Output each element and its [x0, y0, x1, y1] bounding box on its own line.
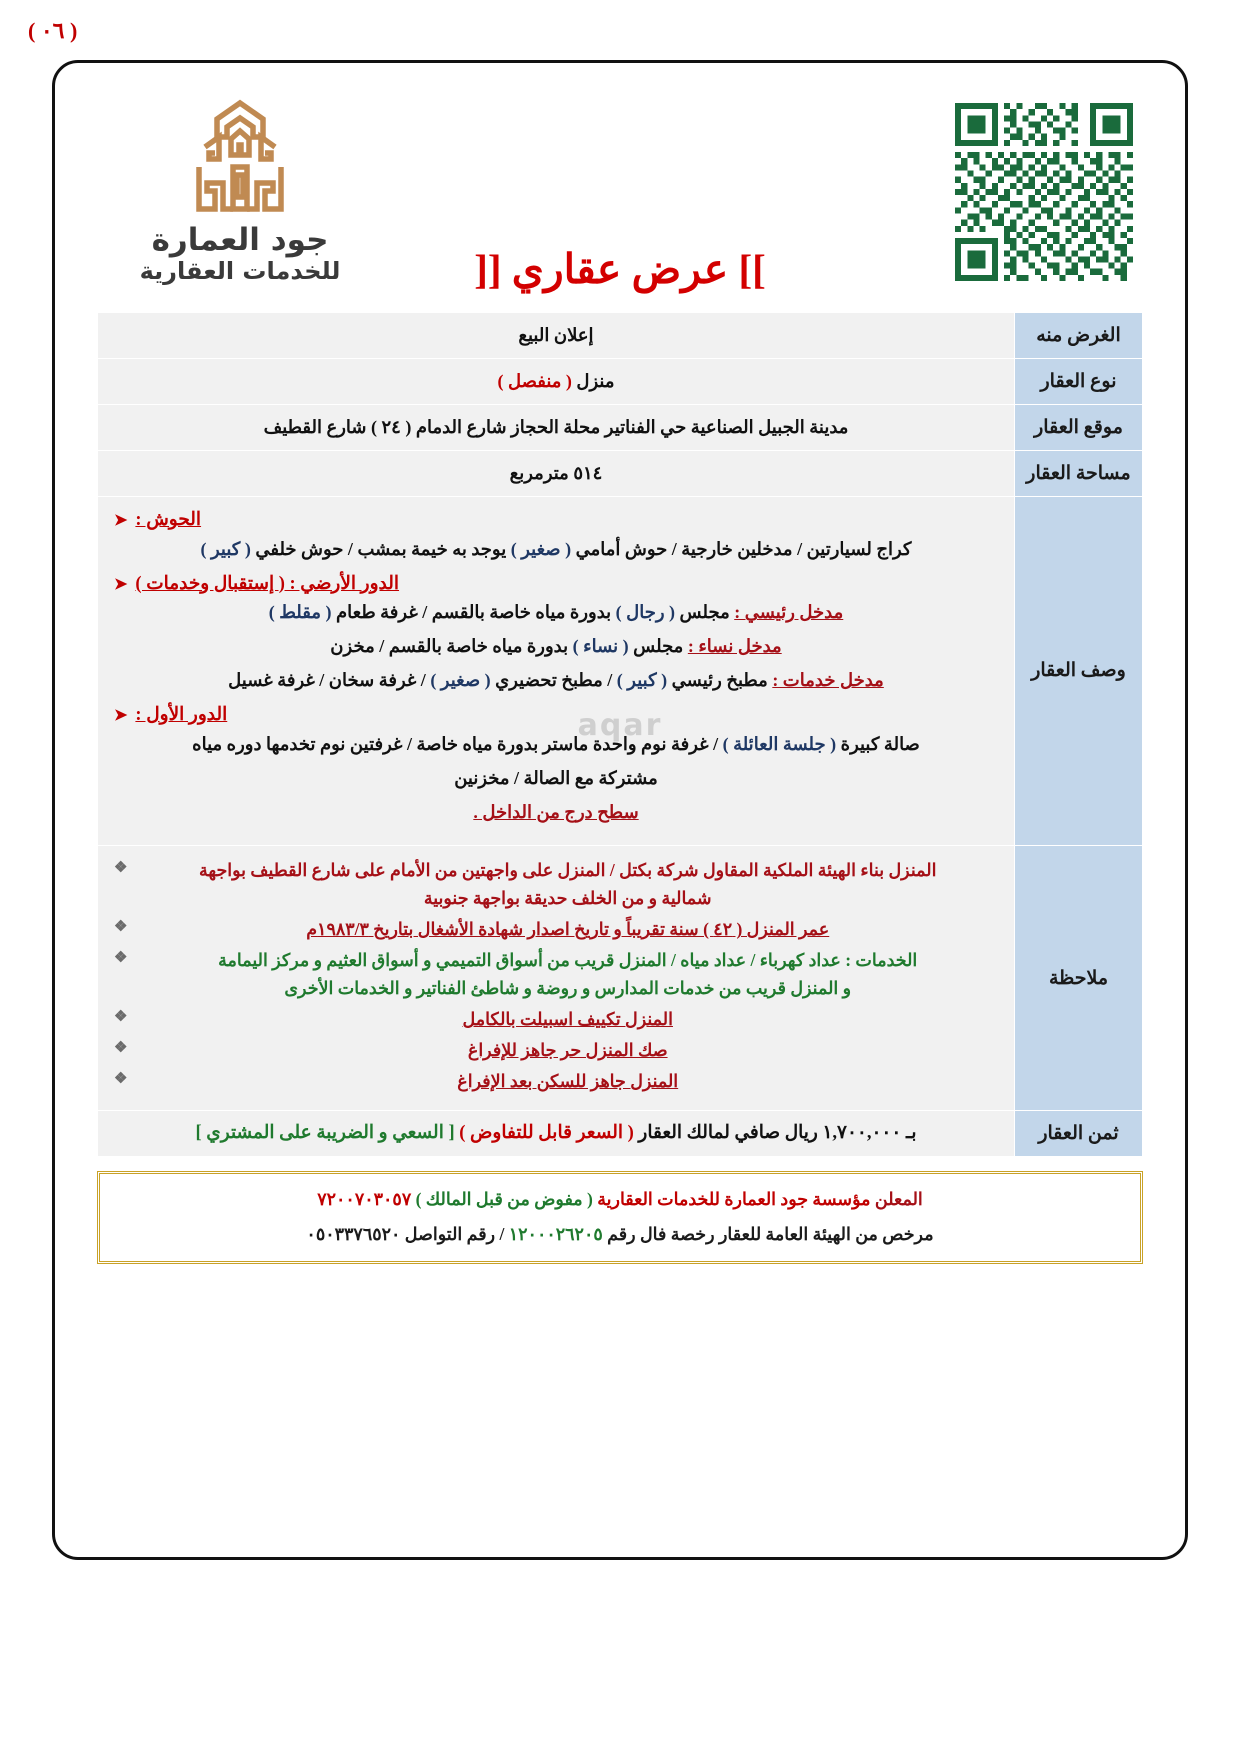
- note-line: و المنزل قريب من خدمات المدارس و روضة و شاطئ الفناتير و الخدمات الأخرى: [284, 978, 852, 999]
- diamond-bullet-icon: ❖: [114, 919, 128, 936]
- row-value-location: مدينة الجبيل الصناعية حي الفناتير محلة الحجاز شارع الدمام ( ٢٤ ) شارع القطيف: [98, 405, 1015, 451]
- description-line: [114, 632, 998, 666]
- footer-advertiser-label: المعلن: [874, 1189, 923, 1210]
- note-item: [114, 915, 998, 943]
- description-segment: ( كبير ): [200, 538, 251, 559]
- description-segment: بدورة مياه خاصة بالقسم / مخزن: [330, 636, 573, 657]
- note-line: المنزل تكييف اسبيلت بالكامل: [462, 1009, 673, 1030]
- description-line: [114, 730, 998, 764]
- table-row-purpose: [98, 313, 1143, 359]
- description-content: [114, 507, 998, 831]
- description-segment: صالة كبيرة: [836, 733, 920, 754]
- description-segment: كراج لسيارتين / مدخلين خارجية / حوش أمامي: [571, 538, 912, 559]
- price-amount: بـ ١,٧٠٠,٠٠٠ ريال صافي لمالك العقار: [633, 1123, 917, 1144]
- description-segment: مطبخ رئيسي: [667, 670, 773, 691]
- row-value-price: [98, 1111, 1015, 1157]
- note-text: [137, 1067, 998, 1095]
- row-value-notes: [98, 846, 1015, 1111]
- property-spec-table: [97, 312, 1143, 1157]
- table-row-location: [98, 405, 1143, 451]
- note-line: المنزل بناء الهيئة الملكية المقاول شركة بكتل / المنزل على واجهتين من الأمام على شارع القطيف بواجهة: [199, 860, 937, 881]
- description-segment: مجلس: [628, 636, 688, 657]
- row-label-type: نوع العقار: [1015, 359, 1143, 405]
- description-line: [114, 764, 998, 798]
- footer-contact-label: / رقم التواصل: [400, 1223, 509, 1244]
- advertiser-footer: [97, 1171, 1143, 1264]
- building-logo-icon: [185, 97, 295, 217]
- notes-content: [114, 856, 998, 1095]
- description-segment: مجلس: [675, 602, 735, 623]
- description-group: [114, 507, 998, 569]
- note-text: [137, 856, 998, 912]
- description-segment: مدخل رئيسي :: [734, 602, 844, 623]
- document-header: [97, 97, 1143, 312]
- description-segment: يوجد به خيمة بمشب / حوش خلفي: [250, 538, 511, 559]
- chevron-bullet-icon: ➤: [114, 575, 128, 593]
- description-group-heading: [114, 507, 998, 535]
- row-label-area: مساحة العقار: [1015, 451, 1143, 497]
- description-segment: مشتركة مع الصالة / مخزنين: [454, 767, 658, 788]
- note-text: [137, 1005, 998, 1033]
- note-item: [114, 1036, 998, 1064]
- description-segment: / مطبخ تحضيري: [490, 670, 617, 691]
- diamond-bullet-icon: ❖: [114, 1009, 128, 1026]
- note-line: الخدمات : عداد كهرباء / عداد مياه / المنزل قريب من أسواق التميمي و أسواق العثيم و مركز اليمامة: [218, 950, 918, 971]
- description-line: [114, 535, 998, 569]
- price-negotiable-note: ( السعر قابل للتفاوض ): [459, 1123, 634, 1144]
- footer-license-text: مرخص من الهيئة العامة للعقار رخصة فال رقم: [602, 1223, 934, 1244]
- table-row-notes: [98, 846, 1143, 1111]
- brand-name: جود العمارة: [151, 222, 329, 258]
- footer-authorization: ( مفوض من قبل المالك ): [415, 1189, 593, 1210]
- description-segment: ( نساء ): [572, 636, 629, 657]
- footer-license-number: ١٢٠٠٠٢٦٢٠٥: [508, 1223, 603, 1244]
- description-segment: ( صغير ): [430, 670, 491, 691]
- row-value-area: ٥١٤ مترمربع: [98, 451, 1015, 497]
- row-label-description: وصف العقار: [1015, 497, 1143, 846]
- description-segment: سطح درج من الداخل .: [473, 801, 639, 822]
- footer-license-line: [110, 1221, 1130, 1247]
- chevron-bullet-icon: ➤: [114, 512, 128, 529]
- note-text: [137, 946, 998, 1002]
- note-line: عمر المنزل ( ٤٢ ) سنة تقريباً و تاريخ اصدار شهادة الأشغال بتاريخ ١٩٨٣/٣م: [306, 919, 830, 940]
- description-segment: ( كبير ): [616, 670, 668, 691]
- row-label-purpose: الغرض منه: [1015, 313, 1143, 359]
- description-segment: ( جلسة العائلة ): [722, 733, 837, 754]
- table-row-type: [98, 359, 1143, 405]
- note-text: [137, 1036, 998, 1064]
- note-line: شمالية و من الخلف حديقة بواجهة جنوبية: [423, 888, 712, 909]
- note-item: [114, 946, 998, 1002]
- description-group-heading: [114, 571, 998, 599]
- row-value-description: [98, 497, 1015, 846]
- row-label-location: موقع العقار: [1015, 405, 1143, 451]
- note-item: [114, 1005, 998, 1033]
- type-text: منزل: [571, 371, 615, 391]
- footer-agency-name: مؤسسة جود العمارة للخدمات العقارية: [592, 1189, 875, 1210]
- brand-subtitle: للخدمات العقارية: [139, 256, 341, 285]
- row-label-price: ثمن العقار: [1015, 1111, 1143, 1157]
- footer-advertiser-line: [110, 1186, 1130, 1212]
- row-value-type: [98, 359, 1015, 405]
- description-segment: مدخل خدمات :: [772, 670, 884, 691]
- row-label-notes: ملاحظة: [1015, 846, 1143, 1111]
- description-group: [114, 571, 998, 700]
- watermark: aqar: [577, 708, 663, 743]
- description-segment: / غرفة سخان / غرفة غسيل: [228, 670, 431, 691]
- note-text: [137, 915, 998, 943]
- description-group-title: الحوش :: [135, 510, 202, 530]
- type-detached-badge: ( منفصل ): [497, 371, 572, 391]
- description-group-title: الدور الأرضي : ( إستقبال وخدمات ): [135, 573, 400, 594]
- table-row-description: [98, 497, 1143, 846]
- description-group-heading: [114, 702, 998, 730]
- description-segment: / غرفة نوم واحدة ماستر بدورة مياه خاصة / غرفتين نوم تخدمها دوره مياه: [192, 733, 723, 754]
- diamond-bullet-icon: ❖: [114, 1040, 128, 1057]
- diamond-bullet-icon: ❖: [114, 1071, 128, 1088]
- document-sheet: [52, 60, 1188, 1560]
- description-group: [114, 702, 998, 831]
- description-segment: بدورة مياه خاصة بالقسم / غرفة طعام: [331, 602, 616, 623]
- page-title: ]] عرض عقاري [[: [474, 246, 766, 292]
- description-segment: مدخل نساء :: [687, 636, 782, 657]
- price-tax-note: [ السعي و الضريبة على المشتري ]: [195, 1123, 455, 1144]
- footer-contact-phone: ٠٥٠٣٣٧٦٥٢٠: [306, 1223, 401, 1244]
- diamond-bullet-icon: ❖: [114, 950, 128, 967]
- note-line: المنزل جاهز للسكن بعد الإفراغ: [457, 1071, 679, 1092]
- note-item: [114, 1067, 998, 1095]
- page-number: ( ٠٦ ): [28, 18, 78, 43]
- table-row-price: [98, 1111, 1143, 1157]
- row-value-purpose: إعلان البيع: [98, 313, 1015, 359]
- description-line: [114, 598, 998, 632]
- description-segment: ( مقلط ): [268, 602, 332, 623]
- description-segment: ( رجال ): [615, 602, 676, 623]
- note-item: [114, 856, 998, 912]
- description-line: [114, 666, 998, 700]
- description-group-title: الدور الأول :: [135, 705, 228, 726]
- description-segment: ( صغير ): [510, 538, 572, 559]
- footer-advertiser-phone: ٧٢٠٠٧٠٣٠٥٧: [317, 1189, 412, 1210]
- table-row-area: [98, 451, 1143, 497]
- chevron-bullet-icon: ➤: [114, 707, 128, 725]
- description-line: [114, 798, 998, 832]
- diamond-bullet-icon: ❖: [114, 860, 128, 877]
- note-line: صك المنزل حر جاهز للإفراغ: [467, 1040, 668, 1061]
